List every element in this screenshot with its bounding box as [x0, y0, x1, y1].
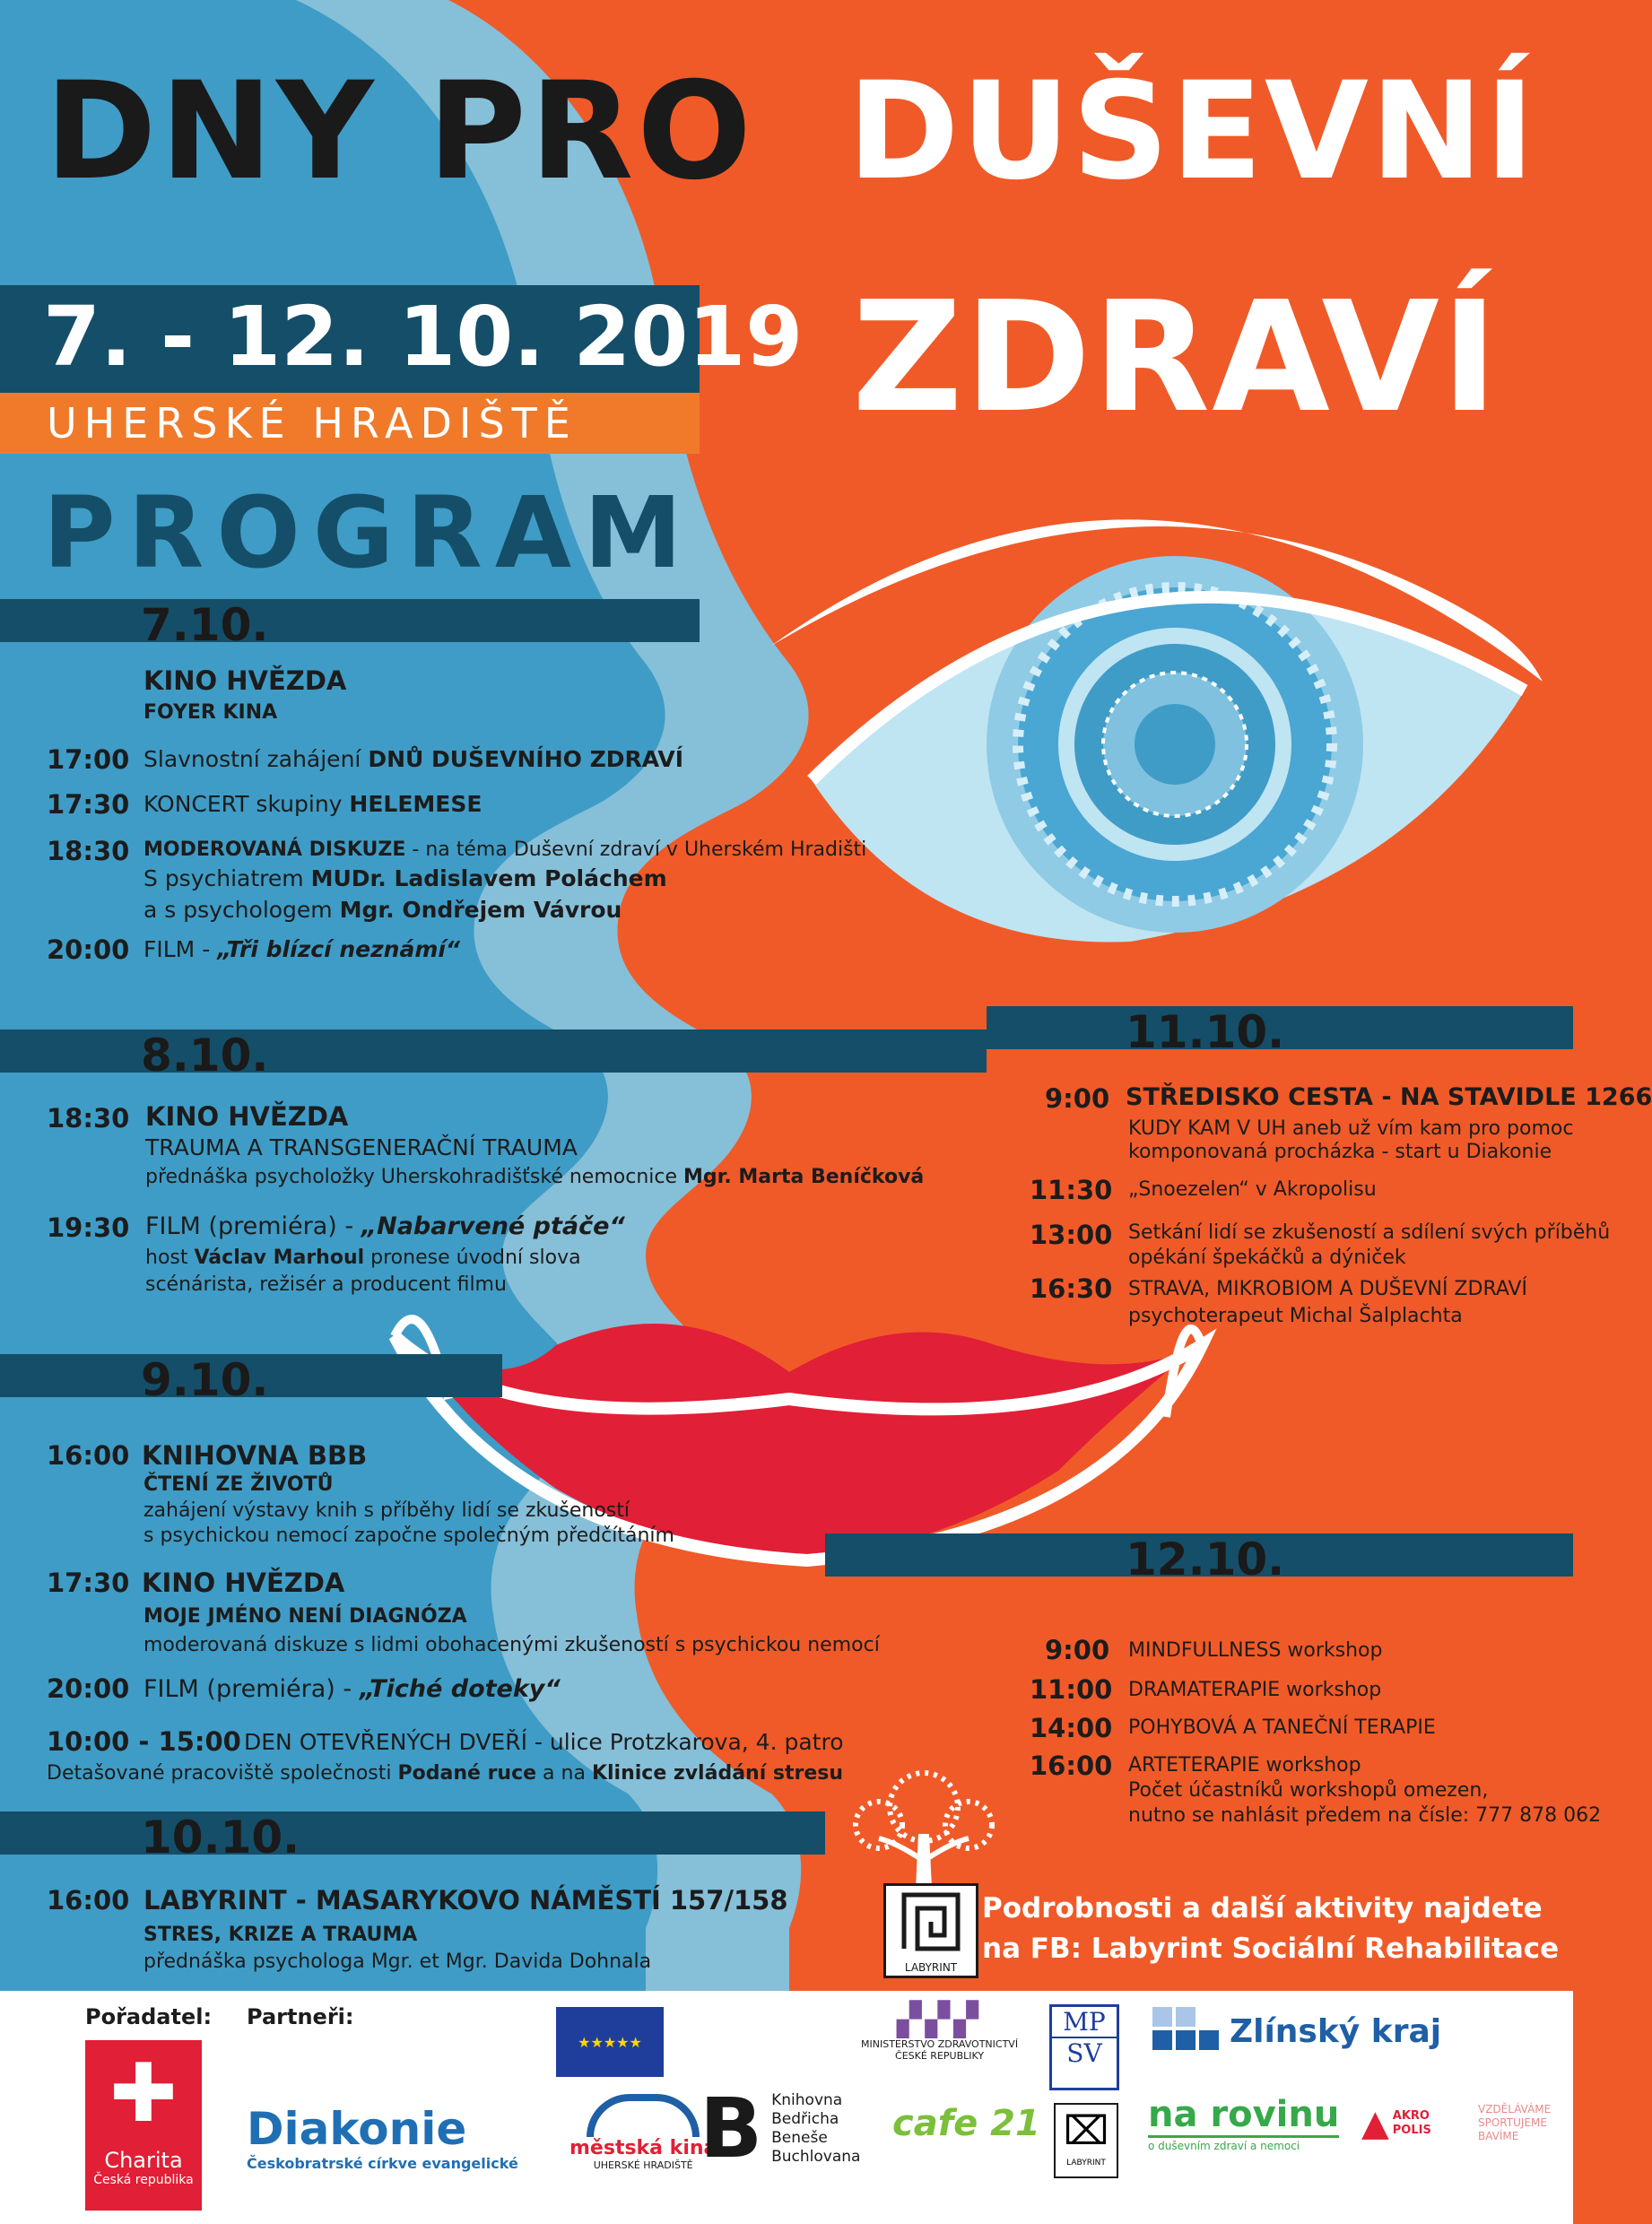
d2-e1-venue: KINO HVĚZDA [145, 1101, 349, 1132]
day-bar-7 [0, 599, 700, 642]
d3-e4-time: 10:00 - 15:00 [47, 1726, 241, 1757]
d6-e4-text: ARTETERAPIE workshop [1128, 1754, 1361, 1777]
title-dny-pro: DNY PRO [45, 54, 755, 210]
d4-e1-line2: STRES, KRIZE A TRAUMA [143, 1924, 418, 1946]
city-text: UHERSKÉ HRADIŠTĚ [47, 399, 578, 447]
d1-e1-text: Slavnostní zahájení DNŮ DUŠEVNÍHO ZDRAVÍ [143, 746, 684, 772]
fb-line2: na FB: Labyrint Sociální Rehabilitace [982, 1933, 1560, 1965]
d3-e2-time: 17:30 [47, 1568, 130, 1598]
d4-e1-line3: přednáška psychologa Mgr. et Mgr. Davida Dohnala [143, 1950, 652, 1973]
knihovna-l3: Beneše [771, 2129, 828, 2147]
d6-e2-text: DRAMATERAPIE workshop [1128, 1679, 1382, 1701]
d3-e1-line3: zahájení výstavy knih s příběhy lidí se zkušeností [143, 1499, 630, 1522]
vzdelavame-logo [1478, 2103, 1551, 2143]
d1-e3-text: MODEROVANÁ DISKUZE - na téma Duševní zdraví v Uherském Hradišti [143, 838, 867, 861]
na-rovinu-logo [1148, 2094, 1339, 2152]
title-zdravi: ZDRAVÍ [852, 269, 1500, 447]
knihovna-l4: Buchlovana [771, 2148, 861, 2166]
d2-e2-text: FILM (premiéra) - „Nabarvené ptáče“ [145, 1212, 625, 1240]
program-heading: PROGRAM [43, 475, 695, 590]
d6-e1-time: 9:00 [1045, 1635, 1110, 1665]
d5-e3-line2: opékání špekáčků a dýniček [1128, 1247, 1406, 1269]
dates-text: 7. - 12. 10. 2019 [43, 289, 804, 385]
zlin-name: Zlínský kraj [1230, 2013, 1442, 2050]
d3-e4-line2: Detašované pracoviště společnosti Podané ruce a na Klinice zvládání stresu [47, 1762, 844, 1785]
title-dusevni: DUŠEVNÍ [848, 54, 1537, 210]
day-label-7: 7.10. [141, 599, 269, 651]
d5-e4-text: STRAVA, MIKROBIOM A DUŠEVNÍ ZDRAVÍ [1128, 1278, 1528, 1300]
labyrint-spiral-icon: ⌧ [1063, 2108, 1109, 2154]
akro-l2: POLIS [1392, 2124, 1431, 2137]
d1-e1-time: 17:00 [47, 744, 130, 775]
vzdel-l1: VZDĚLÁVÁME [1478, 2103, 1552, 2115]
d3-e3-time: 20:00 [47, 1673, 130, 1704]
kina-arc-icon [587, 2094, 700, 2137]
d3-e1-venue: KNIHOVNA BBB [142, 1440, 368, 1471]
knihovna-b-icon: B [700, 2081, 763, 2176]
day-label-10: 10.10. [141, 1811, 300, 1863]
d5-e1-time: 9:00 [1045, 1083, 1110, 1114]
d2-e2-line3: scénárista, režisér a producent filmu [145, 1273, 507, 1296]
day-bar-10 [0, 1811, 825, 1855]
d1-venue: KINO HVĚZDA [143, 665, 347, 696]
labyrint-footer-logo [1054, 2103, 1118, 2178]
day-label-11: 11.10. [1126, 1006, 1285, 1058]
knihovna-l1: Knihovna [771, 2091, 843, 2109]
diakonie-sub: Českobratrské církve evangelické [247, 2155, 518, 2172]
labyrint-logo [883, 1883, 978, 1978]
mz-l1: MINISTERSTVO ZDRAVOTNICTVÍ [861, 2038, 1019, 2050]
d5-e1-line2: KUDY KAM V UH aneb už vím kam pro pomoc [1128, 1117, 1574, 1140]
labyrint-logo-text: LABYRINT [904, 1961, 958, 1974]
d1-e3-line3: a s psychologem Mgr. Ondřejem Vávrou [143, 897, 622, 923]
mz-mark-icon: ▞▞▞ [897, 2002, 983, 2038]
narovinu-sub: o duševním zdraví a nemoci [1148, 2135, 1339, 2152]
mpsv-l1: MP [1063, 2007, 1106, 2037]
mz-logo [861, 2002, 1018, 2062]
d6-e4-line2: Počet účastníků workshopů omezen, [1128, 1779, 1489, 1802]
narovinu-name: na rovinu [1148, 2094, 1340, 2135]
diakonie-logo [247, 2103, 518, 2172]
day-label-12: 12.10. [1126, 1533, 1285, 1585]
d6-e2-time: 11:00 [1030, 1674, 1113, 1705]
d3-e1-line2: ČTENÍ ZE ŽIVOTŮ [143, 1473, 334, 1496]
zlinsky-kraj-logo [1152, 2007, 1441, 2050]
d2-e2-line2: host Václav Marhoul pronese úvodní slova [145, 1247, 581, 1269]
d5-e1-venue: STŘEDISKO CESTA - NA STAVIDLE 1266 [1126, 1083, 1652, 1111]
kina-sub: UHERSKÉ HRADIŠTĚ [593, 2159, 693, 2171]
labyrint-footer-text: LABYRINT [1066, 2159, 1106, 2168]
d3-e2-line3: moderovaná diskuze s lidmi obohacenými zkušeností s psychickou nemocí [143, 1634, 880, 1656]
vzdel-l3: BAVÍME [1478, 2130, 1519, 2142]
d5-e3-text: Setkání lidí se zkušeností a sdílení svých příběhů [1128, 1221, 1611, 1244]
zlin-squares-icon [1152, 2007, 1219, 2050]
cafe21-logo: cafe 21 [892, 2103, 1040, 2144]
d5-e2-text: „Snoezelen“ v Akropolisu [1128, 1178, 1377, 1201]
eu-stars-icon: ★★★★★ [578, 2033, 642, 2051]
d2-e1-time: 18:30 [47, 1103, 130, 1134]
charita-cross-icon: ✚ [109, 2046, 178, 2141]
d5-e2-time: 11:30 [1030, 1175, 1113, 1205]
fb-line1: Podrobnosti a další aktivity najdete [982, 1892, 1543, 1924]
d3-e2-line2: MOJE JMÉNO NENÍ DIAGNÓZA [143, 1605, 467, 1628]
d1-venue-sub: FOYER KINA [143, 701, 278, 724]
d6-e3-text: POHYBOVÁ A TANEČNÍ TERAPIE [1128, 1716, 1436, 1739]
mpsv-l2: SV [1052, 2037, 1117, 2068]
d2-e2-time: 19:30 [47, 1212, 130, 1243]
charita-name: Charita [104, 2148, 183, 2173]
eu-flag-logo [556, 2007, 664, 2077]
akro-l1: AKRO [1392, 2109, 1430, 2123]
d1-e4-time: 20:00 [47, 934, 130, 965]
partners-label: Partneři: [247, 2004, 354, 2029]
mpsv-logo [1049, 2004, 1119, 2090]
d4-e1-time: 16:00 [47, 1885, 130, 1916]
akropolis-logo [1361, 2103, 1431, 2144]
d1-e3-line2: S psychiatrem MUDr. Ladislavem Poláchem [143, 865, 667, 891]
d2-e1-line2: TRAUMA A TRANSGENERAČNÍ TRAUMA [145, 1134, 578, 1160]
knihovna-l2: Bedřicha [771, 2110, 839, 2128]
d3-e1-time: 16:00 [47, 1440, 130, 1471]
spiral-icon [886, 1886, 976, 1958]
charita-logo [85, 2040, 202, 2211]
d6-e4-line3: nutno se nahlásit předem na čísle: 777 878 062 [1128, 1804, 1602, 1827]
mestska-kina-logo [570, 2094, 717, 2171]
d2-e1-line3: přednáška psycholožky Uherskohradišťské nemocnice Mgr. Marta Beníčková [145, 1166, 925, 1188]
d1-e2-time: 17:30 [47, 789, 130, 820]
d5-e4-line2: psychoterapeut Michal Šalplachta [1128, 1305, 1463, 1327]
d1-e2-text: KONCERT skupiny HELEMESE [143, 791, 483, 817]
d5-e4-time: 16:30 [1030, 1273, 1113, 1304]
d3-e4-text: DEN OTEVŘENÝCH DVEŘÍ - ulice Protzkarova, 4. patro [244, 1729, 844, 1755]
d3-e1-line4: s psychickou nemocí započne společným předčítáním [143, 1525, 674, 1547]
mz-l2: ČESKÉ REPUBLIKY [895, 2050, 985, 2062]
d5-e3-time: 13:00 [1030, 1220, 1113, 1250]
d1-e4-text: FILM - „Tři blízcí neznámí“ [143, 936, 461, 962]
diakonie-name: Diakonie [247, 2103, 467, 2155]
kina-name: městská kina [570, 2137, 717, 2159]
d5-e1-line3: komponovaná procházka - start u Diakonie [1128, 1141, 1552, 1163]
d6-e3-time: 14:00 [1030, 1713, 1113, 1743]
charita-sub: Česká republika [93, 2173, 194, 2187]
d6-e4-time: 16:00 [1030, 1751, 1113, 1781]
day-label-8: 8.10. [141, 1029, 269, 1082]
d4-e1-venue: LABYRINT - MASARYKOVO NÁMĚSTÍ 157/158 [143, 1885, 788, 1916]
organizer-label: Pořadatel: [85, 2004, 213, 2029]
knihovna-logo [700, 2081, 861, 2176]
d6-e1-text: MINDFULLNESS workshop [1128, 1639, 1383, 1662]
d3-e3-text: FILM (premiéra) - „Tiché doteky“ [143, 1675, 561, 1703]
day-label-9: 9.10. [141, 1354, 269, 1406]
d3-e2-venue: KINO HVĚZDA [142, 1568, 345, 1598]
d1-e3-time: 18:30 [47, 836, 130, 866]
akropolis-a-icon: ▲ [1361, 2103, 1389, 2144]
vzdel-l2: SPORTUJEME [1478, 2116, 1547, 2129]
